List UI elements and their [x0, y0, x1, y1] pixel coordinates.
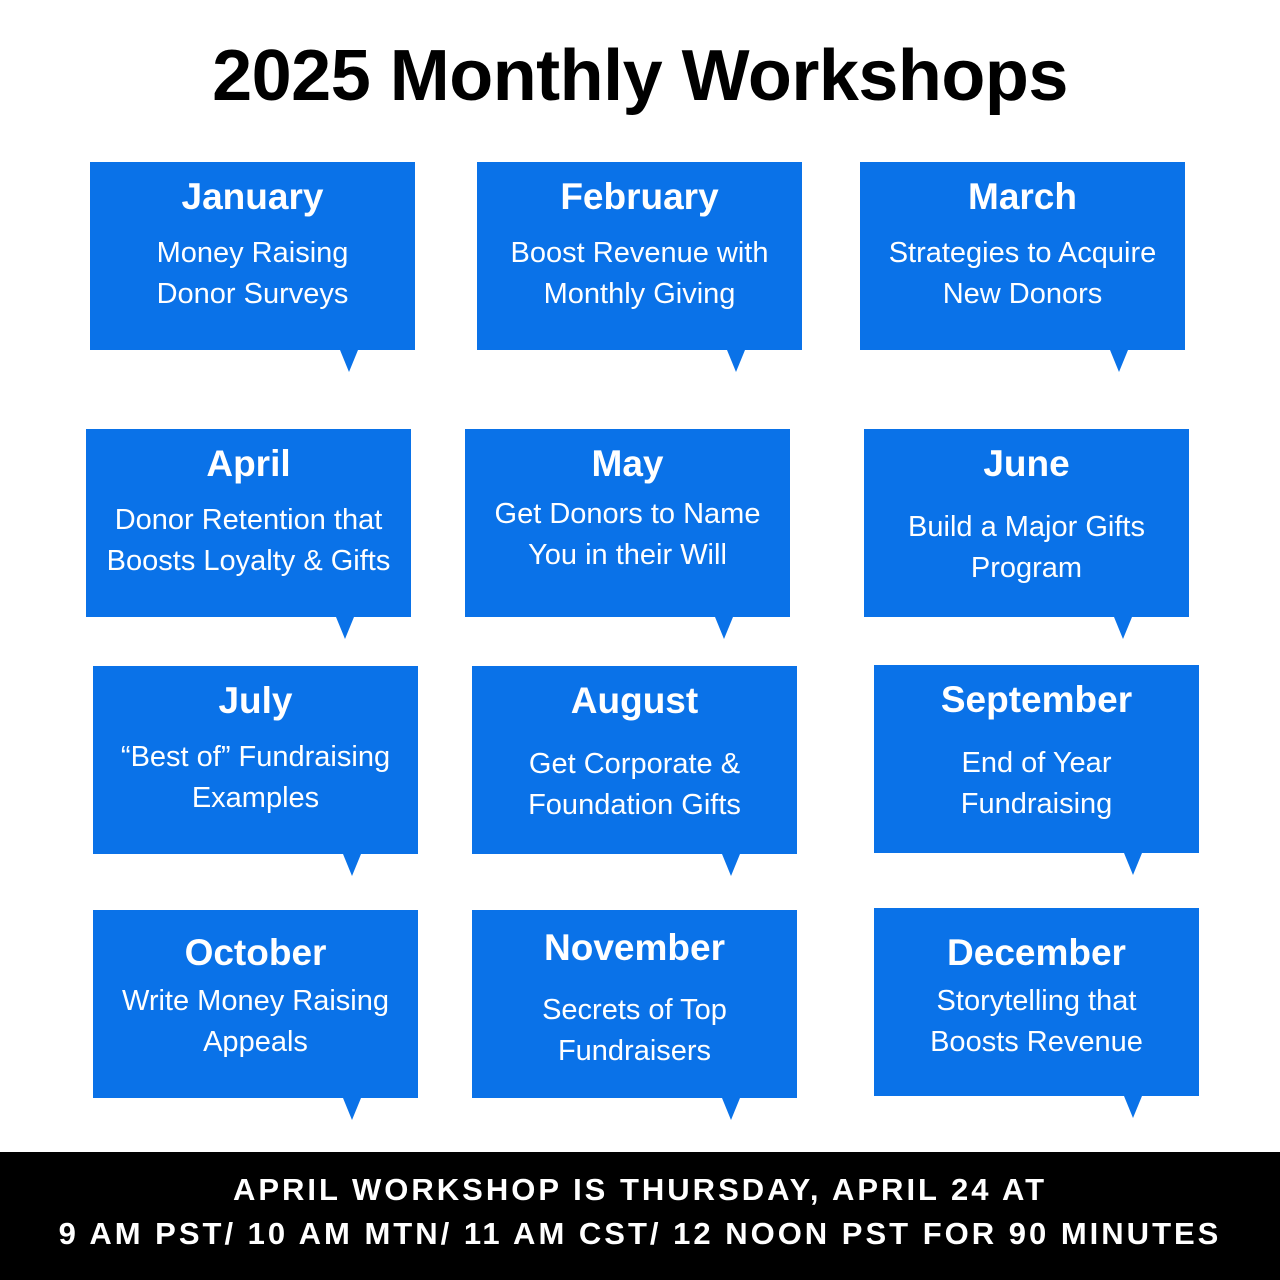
workshop-topic: Storytelling that Boosts Revenue [930, 985, 1143, 1058]
workshop-topic: Secrets of Top Fundraisers [542, 994, 727, 1067]
workshop-topic: Boost Revenue with Monthly Giving [510, 237, 769, 310]
workshop-card-february [477, 162, 802, 350]
workshop-card-april [86, 429, 411, 617]
workshop-topic: Donor Retention that Boosts Loyalty & Gifts [106, 504, 391, 577]
workshop-topic: Money Raising Donor Surveys [156, 237, 349, 310]
month-label: May [591, 443, 664, 484]
month-label: September [940, 679, 1133, 720]
schedule-banner [0, 1152, 1280, 1280]
page-title: 2025 Monthly Workshops [212, 36, 1068, 116]
month-label: July [218, 680, 293, 721]
month-label: January [181, 176, 324, 217]
workshop-topic: Strategies to Acquire New Donors [888, 237, 1157, 310]
banner-line-times: 9 AM PST/ 10 AM MTN/ 11 AM CST/ 12 NOON PST FOR 90 MINUTES [58, 1216, 1222, 1251]
workshop-topic: Get Donors to Name You in their Will [494, 498, 761, 571]
workshop-topic: Write Money Raising Appeals [121, 985, 389, 1058]
workshop-card-october [93, 910, 418, 1098]
month-label: October [184, 932, 327, 973]
workshop-card-november [472, 910, 797, 1098]
workshop-card-june [864, 429, 1189, 617]
workshop-topic: “Best of” Fundraising Examples [120, 741, 391, 814]
month-label: December [947, 932, 1126, 973]
month-label: March [968, 176, 1077, 217]
month-label: August [570, 680, 699, 721]
month-label: February [560, 176, 719, 217]
workshop-card-september [874, 665, 1199, 853]
workshop-card-may [465, 429, 790, 617]
month-label: November [544, 927, 725, 968]
workshop-topic: End of Year Fundraising [960, 747, 1113, 820]
month-label: June [983, 443, 1070, 484]
workshop-topic: Build a Major Gifts Program [908, 511, 1145, 584]
workshop-card-march [860, 162, 1185, 350]
workshop-card-august [472, 666, 797, 854]
month-label: April [206, 443, 291, 484]
workshop-topic: Get Corporate & Foundation Gifts [528, 748, 741, 821]
workshop-card-january [90, 162, 415, 350]
banner-line-date: APRIL WORKSHOP IS THURSDAY, APRIL 24 AT [232, 1172, 1048, 1207]
workshop-card-july [93, 666, 418, 854]
workshop-card-december [874, 908, 1199, 1096]
